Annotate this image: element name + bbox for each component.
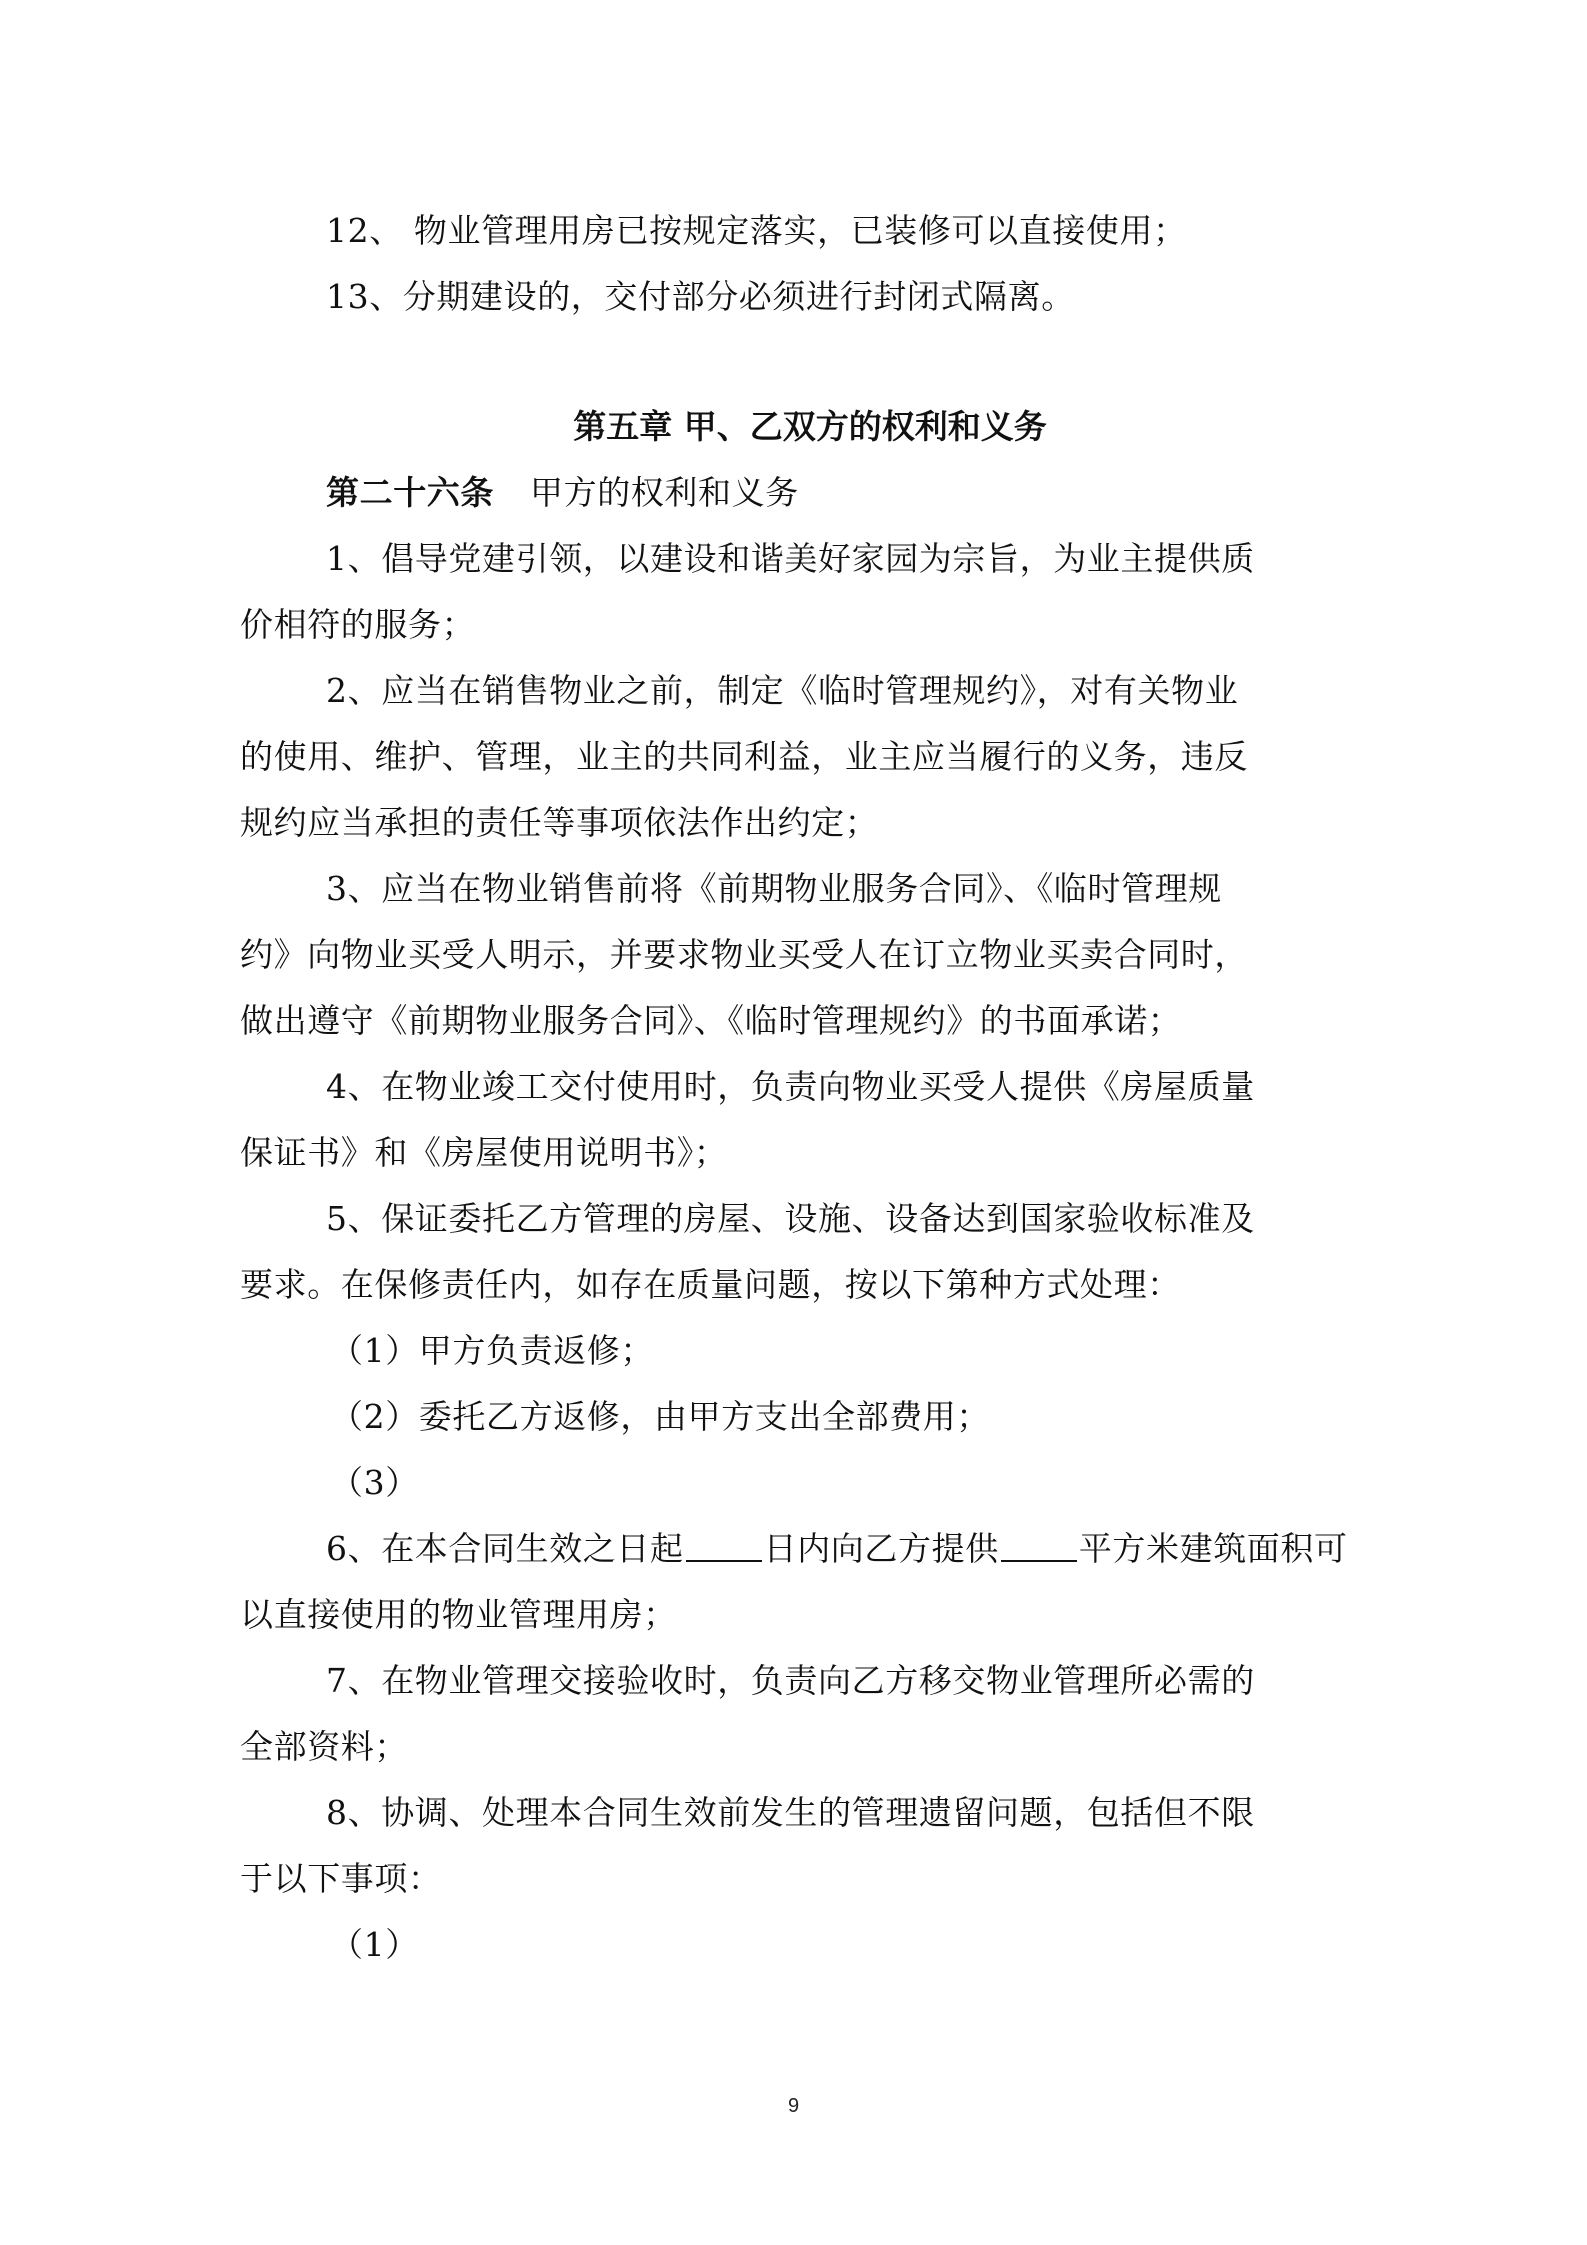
paragraph-4-line-2: 保证书》和《房屋使用说明书》； (240, 1133, 728, 1172)
paragraph-8-line-1: 8、协调、处理本合同生效前发生的管理遗留问题，包括但不限 (326, 1793, 1255, 1832)
fill-in-blank-days[interactable] (686, 1532, 762, 1562)
list-item-12: 12、 物业管理用房已按规定落实，已装修可以直接使用； (326, 211, 1187, 250)
article-title: 甲方的权利和义务 (530, 473, 799, 512)
chapter-title: 第五章 甲、乙双方的权利和义务 (573, 407, 1047, 446)
sub-item-5-1: （1）甲方负责返修； (330, 1331, 654, 1370)
sub-item-5-2: （2）委托乙方返修，由甲方支出全部费用； (330, 1397, 990, 1436)
paragraph-6-part-1: 6、在本合同生效之日起 (326, 1529, 684, 1568)
paragraph-5-line-1: 5、保证委托乙方管理的房屋、设施、设备达到国家验收标准及 (326, 1199, 1255, 1238)
paragraph-7-line-1: 7、在物业管理交接验收时，负责向乙方移交物业管理所必需的 (326, 1661, 1255, 1700)
paragraph-6-line-1 (240, 1516, 1350, 1582)
list-item-13: 13、分期建设的，交付部分必须进行封闭式隔离。 (326, 277, 1075, 316)
page-number: 9 (787, 2095, 800, 2117)
article-number: 第二十六条 (326, 473, 494, 512)
paragraph-2-line-1: 2、应当在销售物业之前，制定《临时管理规约》，对有关物业 (326, 671, 1239, 710)
paragraph-2-line-2: 的使用、维护、管理，业主的共同利益，业主应当履行的义务，违反 (240, 737, 1248, 776)
sub-item-8-1: （1） (330, 1925, 419, 1964)
paragraph-6-part-2: 日内向乙方提供 (763, 1529, 999, 1568)
paragraph-8-line-2: 于以下事项： (240, 1859, 442, 1898)
document-body (240, 198, 1350, 1978)
sub-item-5-3: （3） (330, 1463, 419, 1502)
paragraph-6-line-2: 以直接使用的物业管理用房； (240, 1595, 677, 1634)
paragraph-1-line-1: 1、倡导党建引领，以建设和谐美好家园为宗旨，为业主提供质 (326, 539, 1255, 578)
paragraph-5-line-2: 要求。在保修责任内，如存在质量问题，按以下第种方式处理： (240, 1265, 1181, 1304)
paragraph-1-line-2: 价相符的服务； (240, 605, 476, 644)
fill-in-blank-area[interactable] (1001, 1532, 1077, 1562)
paragraph-3-line-1: 3、应当在物业销售前将《前期物业服务合同》、《临时管理规 (326, 869, 1222, 908)
paragraph-6-part-3: 平方米建筑面积可 (1078, 1529, 1348, 1568)
article-heading (240, 460, 1350, 526)
paragraph-3-line-2: 约》向物业买受人明示，并要求物业买受人在订立物业买卖合同时， (240, 935, 1248, 974)
paragraph-4-line-1: 4、在物业竣工交付使用时，负责向物业买受人提供《房屋质量 (326, 1067, 1255, 1106)
paragraph-3-line-3: 做出遵守《前期物业服务合同》、《临时管理规约》的书面承诺； (240, 1001, 1182, 1040)
paragraph-7-line-2: 全部资料； (240, 1727, 408, 1766)
paragraph-2-line-3: 规约应当承担的责任等事项依法作出约定； (240, 803, 879, 842)
